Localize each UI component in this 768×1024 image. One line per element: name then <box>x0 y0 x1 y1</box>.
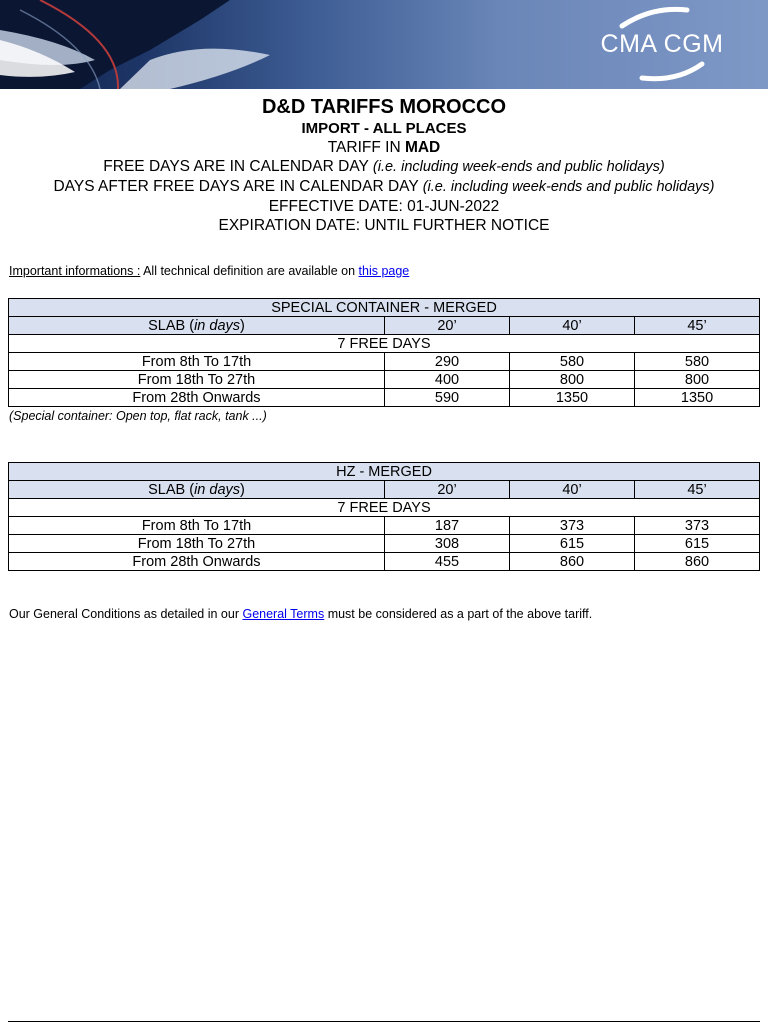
rate-45: 615 <box>635 535 760 553</box>
important-info-label: Important informations : <box>9 264 141 278</box>
after-days-note: (i.e. including week-ends and public holidays) <box>422 179 715 195</box>
rate-20: 455 <box>385 553 510 571</box>
rate-20: 308 <box>385 535 510 553</box>
rate-40: 800 <box>510 371 635 389</box>
rate-40: 615 <box>510 535 635 553</box>
document-subtitle: IMPORT - ALL PLACES <box>301 120 467 137</box>
document-title: D&D TARIFFS MOROCCO <box>261 96 507 118</box>
general-conditions <box>9 607 592 621</box>
slab-label: From 8th To 17th <box>9 517 385 535</box>
header-banner <box>0 0 768 89</box>
slab-label: From 8th To 17th <box>9 353 385 371</box>
slab-label: From 18th To 27th <box>9 535 385 553</box>
after-days-text: DAYS AFTER FREE DAYS ARE IN CALENDAR DAY <box>53 178 423 195</box>
rate-45: 800 <box>635 371 760 389</box>
rate-45: 860 <box>635 553 760 571</box>
rate-20: 590 <box>385 389 510 407</box>
rate-20: 400 <box>385 371 510 389</box>
rate-40: 860 <box>510 553 635 571</box>
important-info <box>9 264 409 278</box>
column-header-40: 40’ <box>510 481 635 499</box>
special-container-table <box>8 298 760 407</box>
expiration-date: EXPIRATION DATE: UNTIL FURTHER NOTICE <box>218 217 550 234</box>
this-page-link[interactable]: this page <box>358 264 410 278</box>
column-header-45: 45’ <box>635 481 760 499</box>
column-header-20: 20’ <box>385 481 510 499</box>
tariff-prefix: TARIFF IN <box>327 139 405 156</box>
table-row <box>9 389 760 407</box>
general-after: must be considered as a part of the above tariff. <box>324 607 593 621</box>
slab-header: SLAB (in days) <box>9 317 385 335</box>
slab-label: From 28th Onwards <box>9 389 385 407</box>
column-header-40: 40’ <box>510 317 635 335</box>
after-days-line <box>0 177 768 197</box>
table-row <box>9 353 760 371</box>
rate-45: 373 <box>635 517 760 535</box>
free-days-text: FREE DAYS ARE IN CALENDAR DAY <box>103 158 373 175</box>
free-days-line <box>0 157 768 177</box>
table-row <box>9 371 760 389</box>
free-days-row: 7 FREE DAYS <box>9 335 760 353</box>
table-title: HZ - MERGED <box>9 463 760 481</box>
document-header <box>0 95 768 235</box>
rate-40: 580 <box>510 353 635 371</box>
rate-45: 1350 <box>635 389 760 407</box>
slab-label: From 18th To 27th <box>9 371 385 389</box>
effective-date: EFFECTIVE DATE: 01-JUN-2022 <box>268 198 500 215</box>
free-days-row: 7 FREE DAYS <box>9 499 760 517</box>
table-row <box>9 535 760 553</box>
general-before: Our General Conditions as detailed in our <box>9 607 243 621</box>
table-row <box>9 553 760 571</box>
rate-20: 187 <box>385 517 510 535</box>
logo-text: CMA CGM <box>600 30 724 58</box>
column-header-20: 20’ <box>385 317 510 335</box>
rate-40: 373 <box>510 517 635 535</box>
footer-divider <box>8 1021 760 1022</box>
column-header-45: 45’ <box>635 317 760 335</box>
ship-bow-image <box>0 0 300 89</box>
special-container-note: (Special container: Open top, flat rack, tank ...) <box>9 409 267 423</box>
hz-table <box>8 462 760 571</box>
rate-45: 580 <box>635 353 760 371</box>
slab-label: From 28th Onwards <box>9 553 385 571</box>
important-info-text: All technical definition are available on <box>140 264 359 278</box>
tariff-currency: MAD <box>404 139 441 156</box>
table-title: SPECIAL CONTAINER - MERGED <box>9 299 760 317</box>
general-terms-link[interactable]: General Terms <box>242 607 325 621</box>
rate-40: 1350 <box>510 389 635 407</box>
rate-20: 290 <box>385 353 510 371</box>
cma-cgm-logo <box>592 6 732 84</box>
table-row <box>9 517 760 535</box>
tariff-currency-line <box>0 138 768 157</box>
free-days-note: (i.e. including week-ends and public holidays) <box>372 159 665 175</box>
slab-header: SLAB (in days) <box>9 481 385 499</box>
